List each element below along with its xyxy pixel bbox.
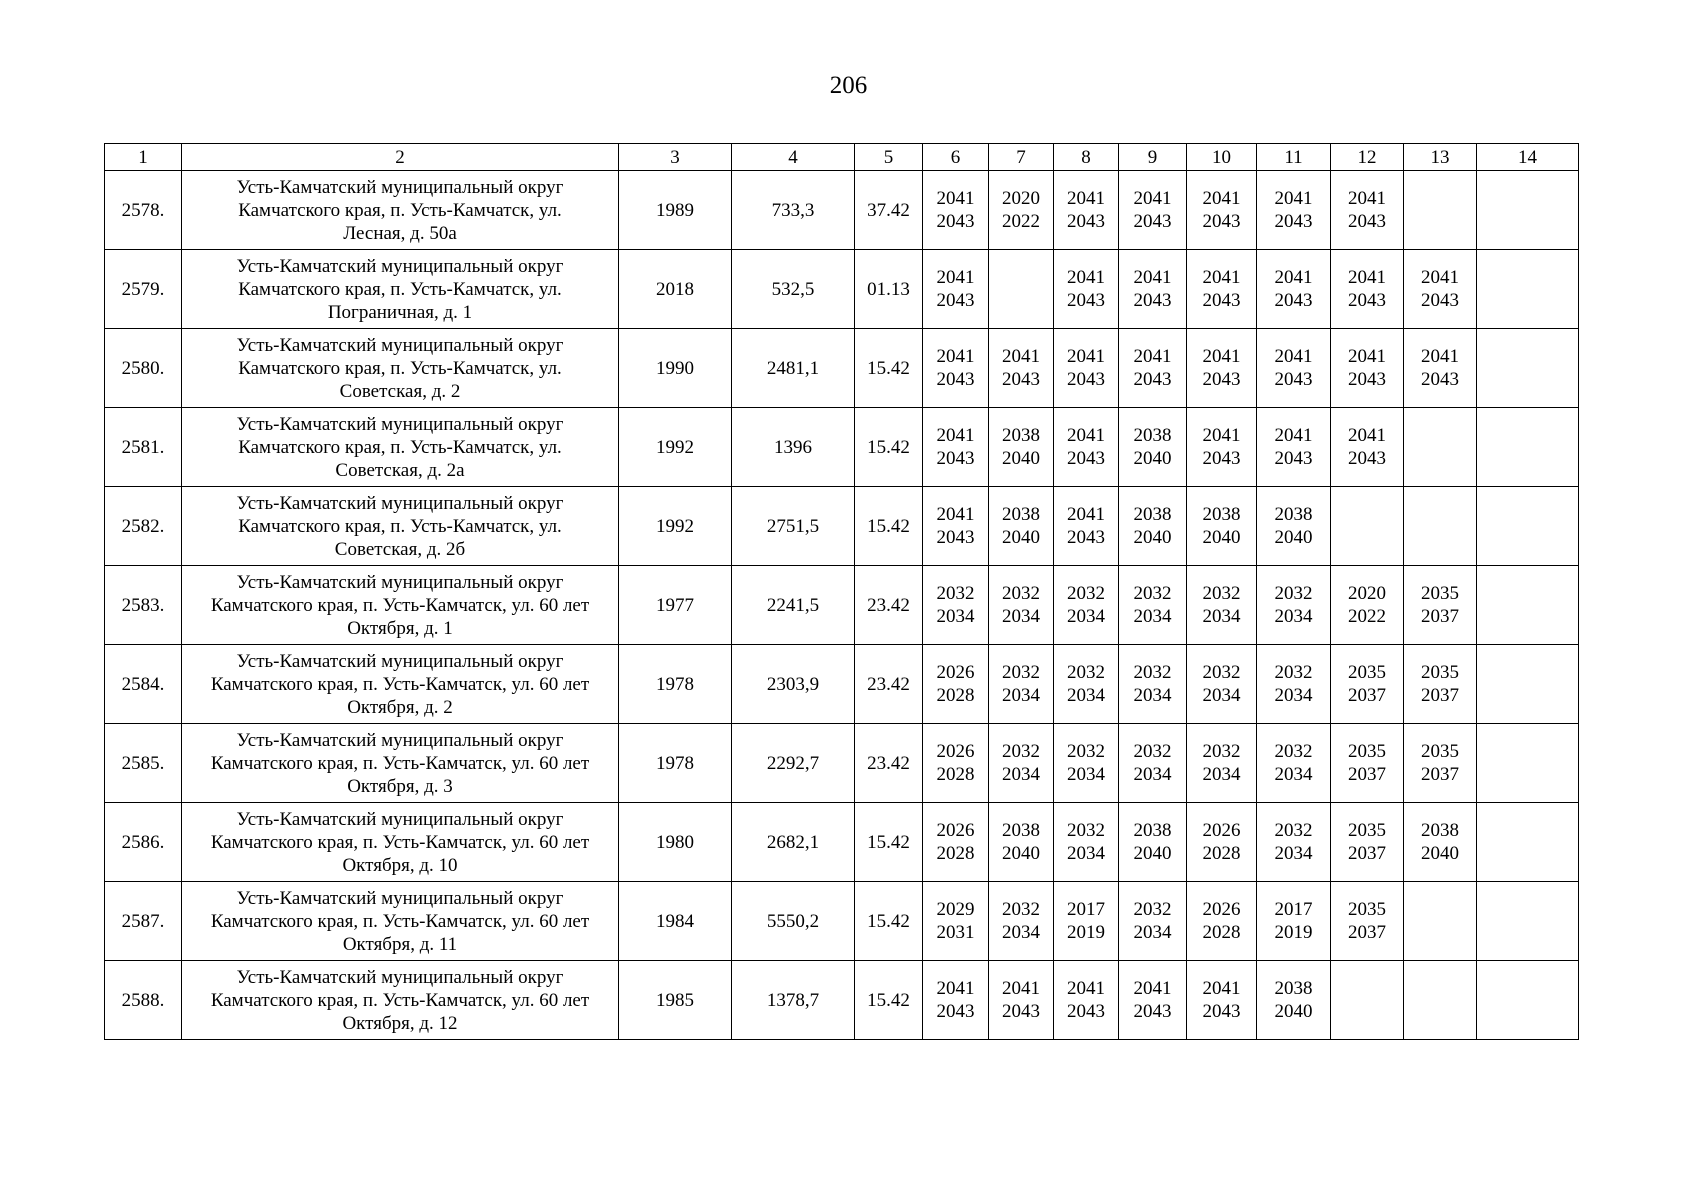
col11-cell: 2041 2043 [1257, 329, 1331, 408]
address-cell: Усть-Камчатский муниципальный округ Камчатского края, п. Усть-Камчатск, ул. Советская, д. 2а [182, 408, 619, 487]
header-cell: 6 [923, 144, 989, 171]
header-cell: 1 [105, 144, 182, 171]
area-cell: 5550,2 [732, 882, 855, 961]
header-cell: 2 [182, 144, 619, 171]
year-cell: 1989 [619, 171, 732, 250]
header-cell: 5 [855, 144, 923, 171]
col8-cell: 2032 2034 [1054, 645, 1119, 724]
code-cell: 23.42 [855, 724, 923, 803]
col14-cell [1477, 724, 1579, 803]
col13-cell: 2041 2043 [1404, 329, 1477, 408]
row-number: 2582. [105, 487, 182, 566]
col13-cell: 2035 2037 [1404, 645, 1477, 724]
col8-cell: 2041 2043 [1054, 487, 1119, 566]
year-cell: 2018 [619, 250, 732, 329]
year-cell: 1992 [619, 408, 732, 487]
col9-cell: 2032 2034 [1119, 645, 1187, 724]
col10-cell: 2041 2043 [1187, 408, 1257, 487]
col9-cell: 2041 2043 [1119, 250, 1187, 329]
col9-cell: 2041 2043 [1119, 961, 1187, 1040]
row-number: 2584. [105, 645, 182, 724]
table-row [105, 171, 1579, 250]
table-row [105, 724, 1579, 803]
address-cell: Усть-Камчатский муниципальный округ Камчатского края, п. Усть-Камчатск, ул. 60 лет Октября, д. 2 [182, 645, 619, 724]
col6-cell: 2041 2043 [923, 961, 989, 1040]
col13-cell: 2041 2043 [1404, 250, 1477, 329]
table-row [105, 961, 1579, 1040]
col10-cell: 2041 2043 [1187, 961, 1257, 1040]
table-row [105, 882, 1579, 961]
col10-cell: 2032 2034 [1187, 645, 1257, 724]
col10-cell: 2041 2043 [1187, 329, 1257, 408]
col6-cell: 2032 2034 [923, 566, 989, 645]
col10-cell: 2026 2028 [1187, 882, 1257, 961]
address-cell: Усть-Камчатский муниципальный округ Камчатского края, п. Усть-Камчатск, ул. Советская, д. 2 [182, 329, 619, 408]
area-cell: 1396 [732, 408, 855, 487]
code-cell: 23.42 [855, 566, 923, 645]
col9-cell: 2032 2034 [1119, 724, 1187, 803]
col9-cell: 2038 2040 [1119, 803, 1187, 882]
col14-cell [1477, 408, 1579, 487]
col7-cell: 2038 2040 [989, 408, 1054, 487]
col11-cell: 2038 2040 [1257, 961, 1331, 1040]
col7-cell: 2032 2034 [989, 882, 1054, 961]
code-cell: 15.42 [855, 329, 923, 408]
area-cell: 1378,7 [732, 961, 855, 1040]
col13-cell: 2035 2037 [1404, 724, 1477, 803]
area-cell: 2292,7 [732, 724, 855, 803]
col8-cell: 2041 2043 [1054, 250, 1119, 329]
col8-cell: 2032 2034 [1054, 566, 1119, 645]
col7-cell: 2038 2040 [989, 487, 1054, 566]
col8-cell: 2041 2043 [1054, 171, 1119, 250]
table-row [105, 645, 1579, 724]
col10-cell: 2032 2034 [1187, 724, 1257, 803]
year-cell: 1978 [619, 645, 732, 724]
col13-cell [1404, 882, 1477, 961]
col10-cell: 2038 2040 [1187, 487, 1257, 566]
col13-cell: 2035 2037 [1404, 566, 1477, 645]
code-cell: 37.42 [855, 171, 923, 250]
address-cell: Усть-Камчатский муниципальный округ Камчатского края, п. Усть-Камчатск, ул. 60 лет Октября, д. 10 [182, 803, 619, 882]
address-cell: Усть-Камчатский муниципальный округ Камчатского края, п. Усть-Камчатск, ул. 60 лет Октября, д. 3 [182, 724, 619, 803]
year-cell: 1984 [619, 882, 732, 961]
address-cell: Усть-Камчатский муниципальный округ Камчатского края, п. Усть-Камчатск, ул. Лесная, д. 50а [182, 171, 619, 250]
col12-cell: 2041 2043 [1331, 250, 1404, 329]
col11-cell: 2041 2043 [1257, 408, 1331, 487]
col7-cell: 2032 2034 [989, 724, 1054, 803]
col12-cell [1331, 961, 1404, 1040]
col8-cell: 2017 2019 [1054, 882, 1119, 961]
col10-cell: 2032 2034 [1187, 566, 1257, 645]
col6-cell: 2026 2028 [923, 724, 989, 803]
year-cell: 1978 [619, 724, 732, 803]
col11-cell: 2041 2043 [1257, 250, 1331, 329]
col12-cell: 2041 2043 [1331, 171, 1404, 250]
col11-cell: 2017 2019 [1257, 882, 1331, 961]
code-cell: 15.42 [855, 961, 923, 1040]
header-row [105, 144, 1579, 171]
area-cell: 2682,1 [732, 803, 855, 882]
table-row [105, 487, 1579, 566]
col7-cell [989, 250, 1054, 329]
col12-cell: 2035 2037 [1331, 882, 1404, 961]
col8-cell: 2041 2043 [1054, 329, 1119, 408]
col12-cell [1331, 487, 1404, 566]
col11-cell: 2032 2034 [1257, 803, 1331, 882]
header-cell: 11 [1257, 144, 1331, 171]
col6-cell: 2026 2028 [923, 803, 989, 882]
col7-cell: 2041 2043 [989, 961, 1054, 1040]
col14-cell [1477, 329, 1579, 408]
col11-cell: 2032 2034 [1257, 566, 1331, 645]
col14-cell [1477, 882, 1579, 961]
header-cell: 7 [989, 144, 1054, 171]
col7-cell: 2020 2022 [989, 171, 1054, 250]
col13-cell [1404, 961, 1477, 1040]
code-cell: 15.42 [855, 487, 923, 566]
row-number: 2581. [105, 408, 182, 487]
col12-cell: 2041 2043 [1331, 329, 1404, 408]
header-cell: 12 [1331, 144, 1404, 171]
address-cell: Усть-Камчатский муниципальный округ Камчатского края, п. Усть-Камчатск, ул. 60 лет Октября, д. 12 [182, 961, 619, 1040]
year-cell: 1980 [619, 803, 732, 882]
area-cell: 2751,5 [732, 487, 855, 566]
col6-cell: 2029 2031 [923, 882, 989, 961]
area-cell: 733,3 [732, 171, 855, 250]
col10-cell: 2026 2028 [1187, 803, 1257, 882]
header-cell: 4 [732, 144, 855, 171]
row-number: 2586. [105, 803, 182, 882]
table-row [105, 408, 1579, 487]
row-number: 2579. [105, 250, 182, 329]
code-cell: 15.42 [855, 803, 923, 882]
col14-cell [1477, 487, 1579, 566]
col14-cell [1477, 803, 1579, 882]
col10-cell: 2041 2043 [1187, 250, 1257, 329]
year-cell: 1985 [619, 961, 732, 1040]
col14-cell [1477, 961, 1579, 1040]
col8-cell: 2041 2043 [1054, 961, 1119, 1040]
year-cell: 1977 [619, 566, 732, 645]
col6-cell: 2041 2043 [923, 171, 989, 250]
col12-cell: 2035 2037 [1331, 803, 1404, 882]
area-cell: 532,5 [732, 250, 855, 329]
col9-cell: 2041 2043 [1119, 329, 1187, 408]
row-number: 2583. [105, 566, 182, 645]
col9-cell: 2038 2040 [1119, 408, 1187, 487]
col7-cell: 2041 2043 [989, 329, 1054, 408]
col14-cell [1477, 171, 1579, 250]
row-number: 2580. [105, 329, 182, 408]
col7-cell: 2038 2040 [989, 803, 1054, 882]
page-number: 206 [829, 72, 868, 99]
address-cell: Усть-Камчатский муниципальный округ Камчатского края, п. Усть-Камчатск, ул. Советская, д. 2б [182, 487, 619, 566]
row-number: 2587. [105, 882, 182, 961]
header-cell: 8 [1054, 144, 1119, 171]
col6-cell: 2041 2043 [923, 329, 989, 408]
col12-cell: 2041 2043 [1331, 408, 1404, 487]
col10-cell: 2041 2043 [1187, 171, 1257, 250]
col9-cell: 2032 2034 [1119, 566, 1187, 645]
header-cell: 13 [1404, 144, 1477, 171]
data-table [104, 143, 1579, 1040]
col7-cell: 2032 2034 [989, 566, 1054, 645]
col13-cell [1404, 487, 1477, 566]
col6-cell: 2041 2043 [923, 408, 989, 487]
row-number: 2588. [105, 961, 182, 1040]
col8-cell: 2041 2043 [1054, 408, 1119, 487]
col12-cell: 2035 2037 [1331, 645, 1404, 724]
col14-cell [1477, 250, 1579, 329]
col6-cell: 2041 2043 [923, 250, 989, 329]
col12-cell: 2020 2022 [1331, 566, 1404, 645]
col14-cell [1477, 566, 1579, 645]
code-cell: 23.42 [855, 645, 923, 724]
col13-cell: 2038 2040 [1404, 803, 1477, 882]
col11-cell: 2041 2043 [1257, 171, 1331, 250]
table-row [105, 250, 1579, 329]
header-cell: 9 [1119, 144, 1187, 171]
col11-cell: 2032 2034 [1257, 724, 1331, 803]
area-cell: 2481,1 [732, 329, 855, 408]
table-row [105, 329, 1579, 408]
address-cell: Усть-Камчатский муниципальный округ Камчатского края, п. Усть-Камчатск, ул. Пограничная, д. 1 [182, 250, 619, 329]
row-number: 2578. [105, 171, 182, 250]
col13-cell [1404, 171, 1477, 250]
area-cell: 2303,9 [732, 645, 855, 724]
col9-cell: 2038 2040 [1119, 487, 1187, 566]
col7-cell: 2032 2034 [989, 645, 1054, 724]
header-cell: 14 [1477, 144, 1579, 171]
col11-cell: 2032 2034 [1257, 645, 1331, 724]
code-cell: 15.42 [855, 408, 923, 487]
col6-cell: 2026 2028 [923, 645, 989, 724]
code-cell: 15.42 [855, 882, 923, 961]
code-cell: 01.13 [855, 250, 923, 329]
col11-cell: 2038 2040 [1257, 487, 1331, 566]
year-cell: 1992 [619, 487, 732, 566]
row-number: 2585. [105, 724, 182, 803]
area-cell: 2241,5 [732, 566, 855, 645]
col8-cell: 2032 2034 [1054, 803, 1119, 882]
col14-cell [1477, 645, 1579, 724]
col6-cell: 2041 2043 [923, 487, 989, 566]
address-cell: Усть-Камчатский муниципальный округ Камчатского края, п. Усть-Камчатск, ул. 60 лет Октября, д. 11 [182, 882, 619, 961]
col9-cell: 2032 2034 [1119, 882, 1187, 961]
table-row [105, 803, 1579, 882]
col8-cell: 2032 2034 [1054, 724, 1119, 803]
header-cell: 10 [1187, 144, 1257, 171]
col12-cell: 2035 2037 [1331, 724, 1404, 803]
header-cell: 3 [619, 144, 732, 171]
col13-cell [1404, 408, 1477, 487]
table-row [105, 566, 1579, 645]
year-cell: 1990 [619, 329, 732, 408]
col9-cell: 2041 2043 [1119, 171, 1187, 250]
address-cell: Усть-Камчатский муниципальный округ Камчатского края, п. Усть-Камчатск, ул. 60 лет Октября, д. 1 [182, 566, 619, 645]
